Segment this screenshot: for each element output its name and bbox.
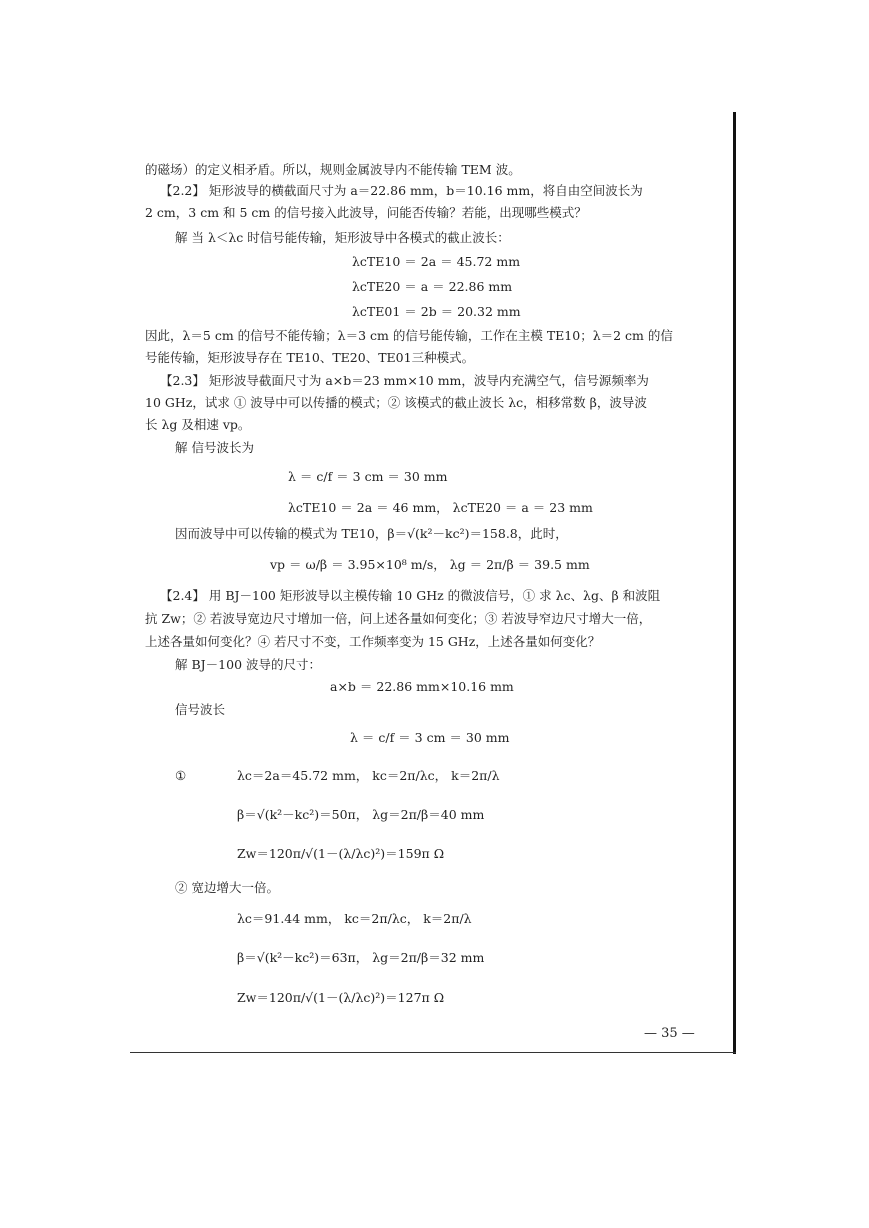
bottom-border-line — [130, 1052, 736, 1053]
equation: λcTE01 ＝ 2b ＝ 20.32 mm — [352, 304, 521, 319]
problem-2-2: 【2.2】 矩形波导的横截面尺寸为 a＝22.86 mm，b＝10.16 mm，将自由空间波长为 — [160, 183, 643, 198]
solution-line: 解 BJ－100 波导的尺寸： — [175, 657, 322, 672]
equation: β＝√(k²－kc²)＝50π， λg＝2π/β＝40 mm — [237, 807, 485, 822]
right-border-line — [733, 112, 736, 1054]
problem-2-4: 【2.4】 用 BJ－100 矩形波导以主模传输 10 GHz 的微波信号，① 求 λc、λg、β 和波阻 — [160, 588, 661, 603]
equation: λcTE20 ＝ a ＝ 22.86 mm — [352, 279, 513, 294]
text-line: 号能传输，矩形波导存在 TE10、TE20、TE01三种模式。 — [145, 350, 475, 365]
problem-2-3: 【2.3】 矩形波导截面尺寸为 a×b＝23 mm×10 mm，波导内充满空气，信号源频率为 — [160, 373, 649, 388]
equation: λ ＝ c/f ＝ 3 cm ＝ 30 mm — [288, 469, 448, 484]
equation: λc＝91.44 mm， kc＝2π/λc， k＝2π/λ — [237, 911, 472, 926]
text-line: 信号波长 — [175, 702, 226, 717]
text-line: 10 GHz，试求 ① 波导中可以传播的模式；② 该模式的截止波长 λc，相移常数 β，波导波 — [145, 395, 647, 410]
solution-line: 解 当 λ＜λc 时信号能传输，矩形波导中各模式的截止波长： — [175, 230, 510, 245]
text-line: 因此，λ＝5 cm 的信号不能传输；λ＝3 cm 的信号能传输，工作在主模 TE10；λ＝2 cm 的信 — [145, 328, 673, 343]
equation: a×b ＝ 22.86 mm×10.16 mm — [330, 679, 514, 694]
page-number: — 35 — — [644, 1026, 695, 1041]
equation: Zw＝120π/√(1－(λ/λc)²)＝159π Ω — [237, 846, 445, 861]
text-line: 上述各量如何变化？④ 若尺寸不变，工作频率变为 15 GHz，上述各量如何变化？ — [145, 634, 601, 649]
equation: λcTE10 ＝ 2a ＝ 45.72 mm — [352, 254, 521, 269]
equation: λc＝2a＝45.72 mm， kc＝2π/λc， k＝2π/λ — [237, 768, 500, 783]
item-marker: ② 宽边增大一倍。 — [175, 880, 279, 895]
equation: λcTE10 ＝ 2a ＝ 46 mm， λcTE20 ＝ a ＝ 23 mm — [288, 500, 593, 515]
equation: λ ＝ c/f ＝ 3 cm ＝ 30 mm — [350, 730, 510, 745]
solution-line: 解 信号波长为 — [175, 440, 254, 455]
text-line: 2 cm，3 cm 和 5 cm 的信号接入此波导，问能否传输？若能，出现哪些模式？ — [145, 205, 587, 220]
text-line: 长 λg 及相速 vp。 — [145, 417, 251, 432]
text-line: 因而波导中可以传输的模式为 TE10，β＝√(k²－kc²)＝158.8，此时， — [175, 526, 568, 541]
item-marker: ① — [175, 768, 187, 783]
text-line: 抗 Zw；② 若波导宽边尺寸增加一倍，问上述各量如何变化；③ 若波导窄边尺寸增大一倍， — [145, 611, 652, 626]
equation: vp ＝ ω/β ＝ 3.95×10⁸ m/s， λg ＝ 2π/β ＝ 39.5 mm — [270, 557, 590, 572]
equation: Zw＝120π/√(1－(λ/λc)²)＝127π Ω — [237, 990, 445, 1005]
text-line: 的磁场）的定义相矛盾。所以，规则金属波导内不能传输 TEM 波。 — [145, 162, 521, 177]
equation: β＝√(k²－kc²)＝63π， λg＝2π/β＝32 mm — [237, 950, 485, 965]
